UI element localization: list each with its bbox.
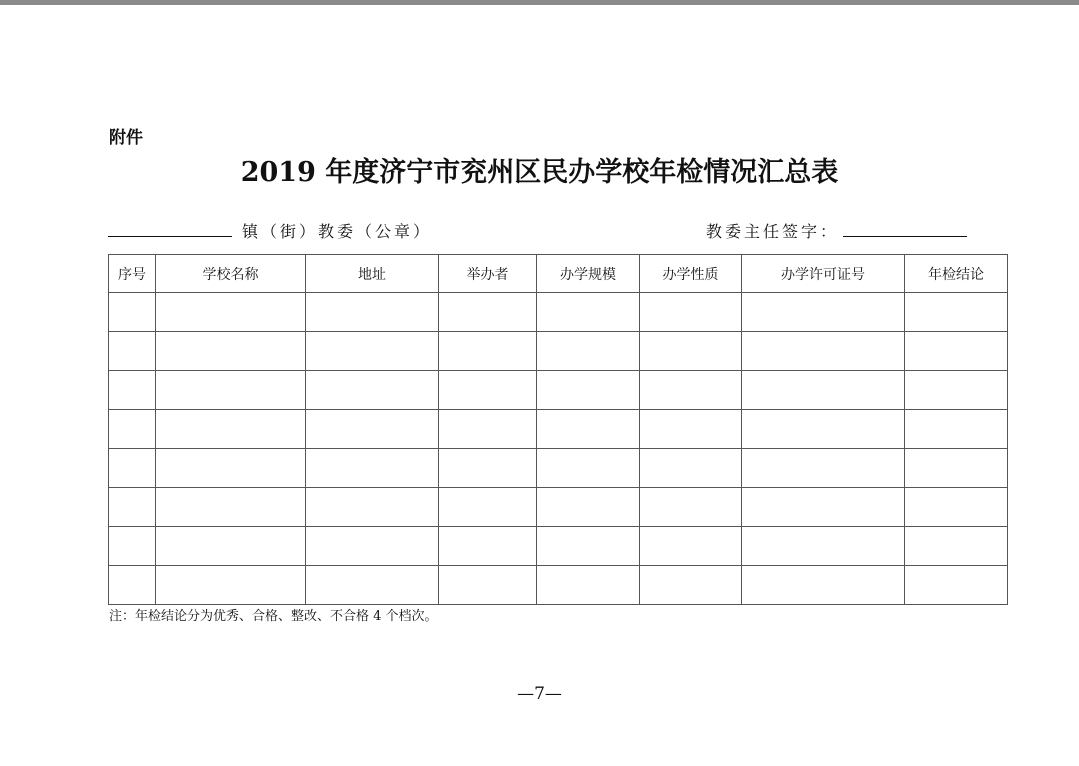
table-cell (905, 566, 1008, 605)
table-cell (537, 410, 640, 449)
footnote: 注：年检结论分为优秀、合格、整改、不合格 4 个档次。 (109, 609, 438, 624)
table-cell (306, 527, 439, 566)
table-cell (156, 293, 306, 332)
table-cell (306, 293, 439, 332)
table-cell (537, 332, 640, 371)
table-cell (640, 293, 742, 332)
signature-blank (843, 236, 967, 237)
table-cell (109, 566, 156, 605)
column-header: 序号 (109, 255, 156, 293)
table-cell (156, 566, 306, 605)
table-cell (905, 410, 1008, 449)
column-header: 办学许可证号 (742, 255, 905, 293)
header-row (109, 255, 1008, 293)
table-cell (905, 488, 1008, 527)
table-cell (109, 488, 156, 527)
table-cell (306, 488, 439, 527)
page-number: —7— (517, 684, 562, 704)
table-cell (109, 371, 156, 410)
table-cell (742, 293, 905, 332)
table-cell (640, 371, 742, 410)
table-body (109, 293, 1008, 605)
table-row (109, 488, 1008, 527)
table-cell (640, 449, 742, 488)
table-cell (742, 488, 905, 527)
table-cell (439, 293, 537, 332)
attachment-label: 附件 (109, 128, 143, 148)
column-header: 学校名称 (156, 255, 306, 293)
table-cell (742, 332, 905, 371)
table-cell (742, 449, 905, 488)
table-cell (156, 332, 306, 371)
table-cell (905, 332, 1008, 371)
column-header: 年检结论 (905, 255, 1008, 293)
table-cell (439, 332, 537, 371)
table-cell (439, 449, 537, 488)
table-cell (742, 566, 905, 605)
column-header: 地址 (306, 255, 439, 293)
table-row (109, 527, 1008, 566)
table-cell (109, 332, 156, 371)
table-cell (537, 488, 640, 527)
table-cell (537, 449, 640, 488)
table-row (109, 566, 1008, 605)
table-cell (537, 527, 640, 566)
table-cell (306, 566, 439, 605)
table-cell (306, 332, 439, 371)
table-cell (109, 527, 156, 566)
table-cell (905, 527, 1008, 566)
table-cell (156, 371, 306, 410)
table-cell (439, 410, 537, 449)
table-cell (109, 449, 156, 488)
top-border (0, 0, 1079, 5)
table-cell (439, 527, 537, 566)
table-cell (742, 371, 905, 410)
table-cell (640, 488, 742, 527)
table-cell (640, 410, 742, 449)
table-cell (537, 566, 640, 605)
table-cell (537, 371, 640, 410)
seal-label: 镇（街）教委（公章） (242, 222, 433, 241)
signature-line (706, 219, 967, 242)
document-title: 2019 年度济宁市兖州区民办学校年检情况汇总表 (240, 157, 839, 188)
table-cell (640, 332, 742, 371)
table-cell (439, 371, 537, 410)
table-cell (439, 566, 537, 605)
table-row (109, 332, 1008, 371)
table-row (109, 410, 1008, 449)
table-row (109, 449, 1008, 488)
summary-table (108, 254, 1008, 605)
table-cell (742, 527, 905, 566)
table-cell (156, 410, 306, 449)
signature-label: 教委主任签字： (706, 222, 840, 241)
table-cell (905, 371, 1008, 410)
seal-line (108, 219, 432, 242)
table-cell (306, 410, 439, 449)
seal-blank (108, 236, 232, 237)
column-header: 办学规模 (537, 255, 640, 293)
table-cell (905, 449, 1008, 488)
table-cell (439, 488, 537, 527)
table-cell (537, 293, 640, 332)
table-cell (156, 488, 306, 527)
table-cell (109, 410, 156, 449)
table-row (109, 371, 1008, 410)
column-header: 举办者 (439, 255, 537, 293)
table-cell (640, 527, 742, 566)
table-cell (156, 449, 306, 488)
table-cell (640, 566, 742, 605)
column-header: 办学性质 (640, 255, 742, 293)
table-cell (306, 449, 439, 488)
table-cell (156, 527, 306, 566)
table-cell (109, 293, 156, 332)
table-cell (905, 293, 1008, 332)
table-cell (306, 371, 439, 410)
table-cell (742, 410, 905, 449)
table-row (109, 293, 1008, 332)
